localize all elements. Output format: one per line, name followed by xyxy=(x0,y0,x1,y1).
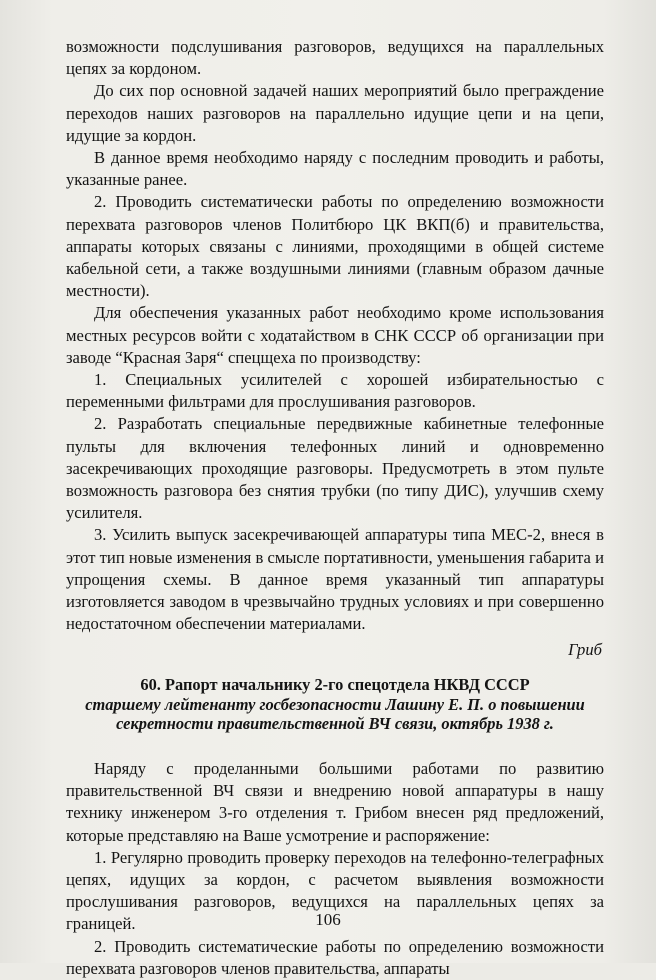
paragraph: В данное время необходимо наряду с последним проводить и работы, указанные ранее. xyxy=(66,148,604,190)
paragraph: 3. Усилить выпуск засекречивающей аппаратуры типа МЕС-2, внеся в этот тип новые изменения в смысле портативности, уменьшения габарита и упрощения схемы. В данное время указанный тип аппаратуры изготовляется заводом в чрезвычайно трудных условиях и при совершенно недостаточном обеспечении материалами. xyxy=(66,525,604,634)
page-number: 106 xyxy=(315,910,341,929)
paragraph: 2. Проводить систематически работы по определению возможности перехвата разговоров членов Политбюро ЦК ВКП(б) и правительства, аппараты которых связаны с линиями, проходящими в общей системе кабельной сети, а также воздушными линиями (главным образом дачные местности). xyxy=(66,192,604,301)
paragraph: 2. Проводить систематические работы по определению возможности перехвата разговоров членов правительства, аппараты xyxy=(66,936,604,978)
text-column xyxy=(66,36,604,980)
document-heading-line1: 60. Рапорт начальнику 2-го спецотдела НКВД СССР xyxy=(140,675,530,695)
paragraph: 1. Регулярно проводить проверку переходов на телефонно-телеграфных цепях, идущих за кордон, с расчетом выявления возможности прослушивания разговоров, ведущихся на параллельных цепях за границей. xyxy=(66,847,604,934)
paragraph: До сих пор основной задачей наших мероприятий было преграждение переходов наших разговоров на параллельно идущие цепи и на цепи, идущие за кордон. xyxy=(66,81,604,145)
paragraph: 1. Специальных усилителей с хорошей избирательностью с переменными фильтрами для прослушивания разговоров. xyxy=(66,370,604,412)
document-heading xyxy=(74,675,596,734)
paragraph: Для обеспечения указанных работ необходимо кроме использования местных ресурсов войти с ходатайством в СНК СССР об организации при заводе “Красная Заря“ спецщеха по производству: xyxy=(66,303,604,367)
signature: Гриб xyxy=(568,640,602,660)
document-heading-rest: старшему лейтенанту госбезопасности Лашину Е. П. о повышении секретности правительственной ВЧ связи, октябрь 1938 г. xyxy=(85,694,585,734)
paragraph: возможности подслушивания разговоров, ведущихся на параллельных цепях за кордоном. xyxy=(66,37,604,79)
paragraph: 2. Разработать специальные передвижные кабинетные телефонные пульты для включения телефонных линий и одновременно засекречивающих проходящие разговоры. Предусмотреть в этом пульте возможность разговора без снятия трубки (по типу ДИС), улучшив схему усилителя. xyxy=(66,414,604,523)
paragraph: Наряду с проделанными большими работами по развитию правительственной ВЧ связи и внедрению новой аппаратуры в нашу технику инженером 3-го отделения т. Грибом внесен ряд предложений, которые представляю на Ваше усмотрение и распоряжение: xyxy=(66,758,604,845)
